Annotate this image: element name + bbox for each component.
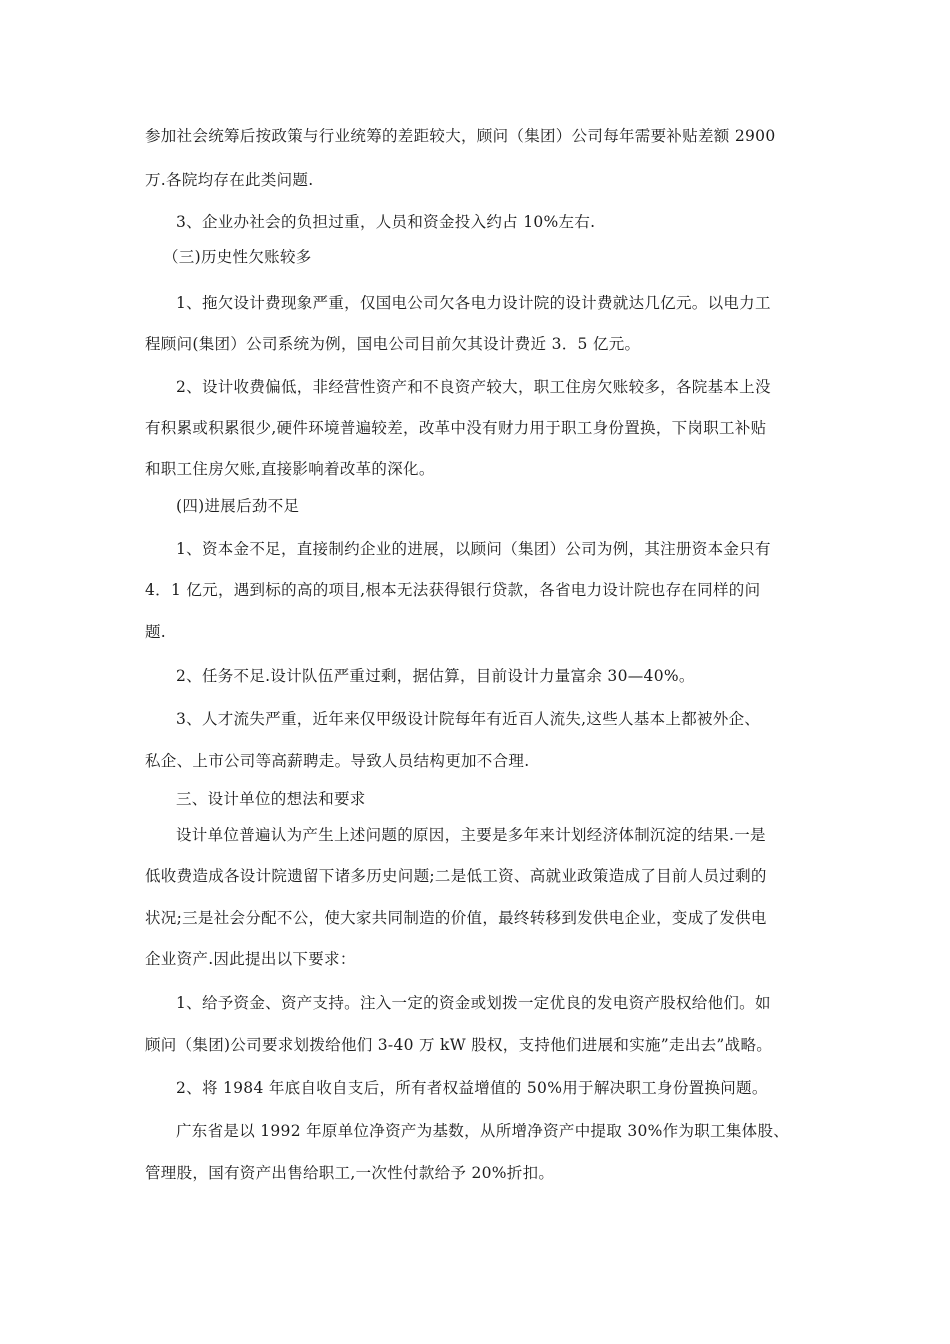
paragraph-line: 3、人才流失严重，近年来仅甲级设计院每年有近百人流失,这些人基本上都被外企、 bbox=[176, 710, 761, 728]
paragraph-line: 题. bbox=[145, 623, 167, 641]
paragraph-line: 程顾问(集团）公司系统为例，国电公司目前欠其设计费近 3．5 亿元。 bbox=[145, 335, 641, 353]
paragraph-line: 广东省是以 1992 年原单位净资产为基数，从所增净资产中提取 30%作为职工集体股、 bbox=[176, 1122, 790, 1140]
paragraph-line: 私企、上市公司等高薪聘走。导致人员结构更加不合理. bbox=[145, 752, 530, 770]
paragraph-line: 状况;三是社会分配不公，使大家共同制造的价值，最终转移到发供电企业，变成了发供电 bbox=[145, 909, 767, 927]
paragraph-line: 1、给予资金、资产支持。注入一定的资金或划拨一定优良的发电资产股权给他们。如 bbox=[176, 994, 771, 1012]
section-heading: 三、设计单位的想法和要求 bbox=[176, 790, 366, 808]
paragraph-line: 企业资产.因此提出以下要求： bbox=[145, 950, 356, 968]
section-heading: (四)进展后劲不足 bbox=[176, 497, 300, 515]
paragraph-line: 4．1 亿元，遇到标的高的项目,根本无法获得银行贷款，各省电力设计院也存在同样的问 bbox=[145, 581, 761, 599]
paragraph-line: 2、任务不足.设计队伍严重过剩，据估算，目前设计力量富余 30—40%。 bbox=[176, 667, 695, 685]
paragraph-line: 低收费造成各设计院遗留下诸多历史问题;二是低工资、高就业政策造成了目前人员过剩的 bbox=[145, 867, 767, 885]
section-heading: （三)历史性欠账较多 bbox=[163, 248, 312, 266]
paragraph-line: 有积累或积累很少,硬件环境普遍较差，改革中没有财力用于职工身份置换，下岗职工补贴 bbox=[145, 419, 767, 437]
paragraph-line: 设计单位普遍认为产生上述问题的原因，主要是多年来计划经济体制沉淀的结果.一是 bbox=[176, 826, 766, 844]
paragraph-line: 2、将 1984 年底自收自支后，所有者权益增值的 50%用于解决职工身份置换问题。 bbox=[176, 1079, 768, 1097]
paragraph-line: 3、企业办社会的负担过重，人员和资金投入约占 10%左右. bbox=[176, 213, 596, 231]
paragraph-line: 1、资本金不足，直接制约企业的进展，以顾问（集团）公司为例，其注册资本金只有 bbox=[176, 540, 771, 558]
paragraph-line: 1、拖欠设计费现象严重，仅国电公司欠各电力设计院的设计费就达几亿元。以电力工 bbox=[176, 294, 771, 312]
paragraph-line: 万.各院均存在此类问题. bbox=[145, 171, 314, 189]
paragraph-line: 参加社会统筹后按政策与行业统筹的差距较大，顾问（集团）公司每年需要补贴差额 2900 bbox=[145, 127, 776, 145]
paragraph-line: 管理股，国有资产出售给职工,一次性付款给予 20%折扣。 bbox=[145, 1164, 555, 1182]
paragraph-line: 2、设计收费偏低，非经营性资产和不良资产较大，职工住房欠账较多，各院基本上没 bbox=[176, 378, 771, 396]
paragraph-line: 和职工住房欠账,直接影响着改革的深化。 bbox=[145, 460, 435, 478]
paragraph-line: 顾问（集团)公司要求划拨给他们 3-40 万 kW 股权，支持他们进展和实施”走出去”战略。 bbox=[145, 1036, 773, 1054]
